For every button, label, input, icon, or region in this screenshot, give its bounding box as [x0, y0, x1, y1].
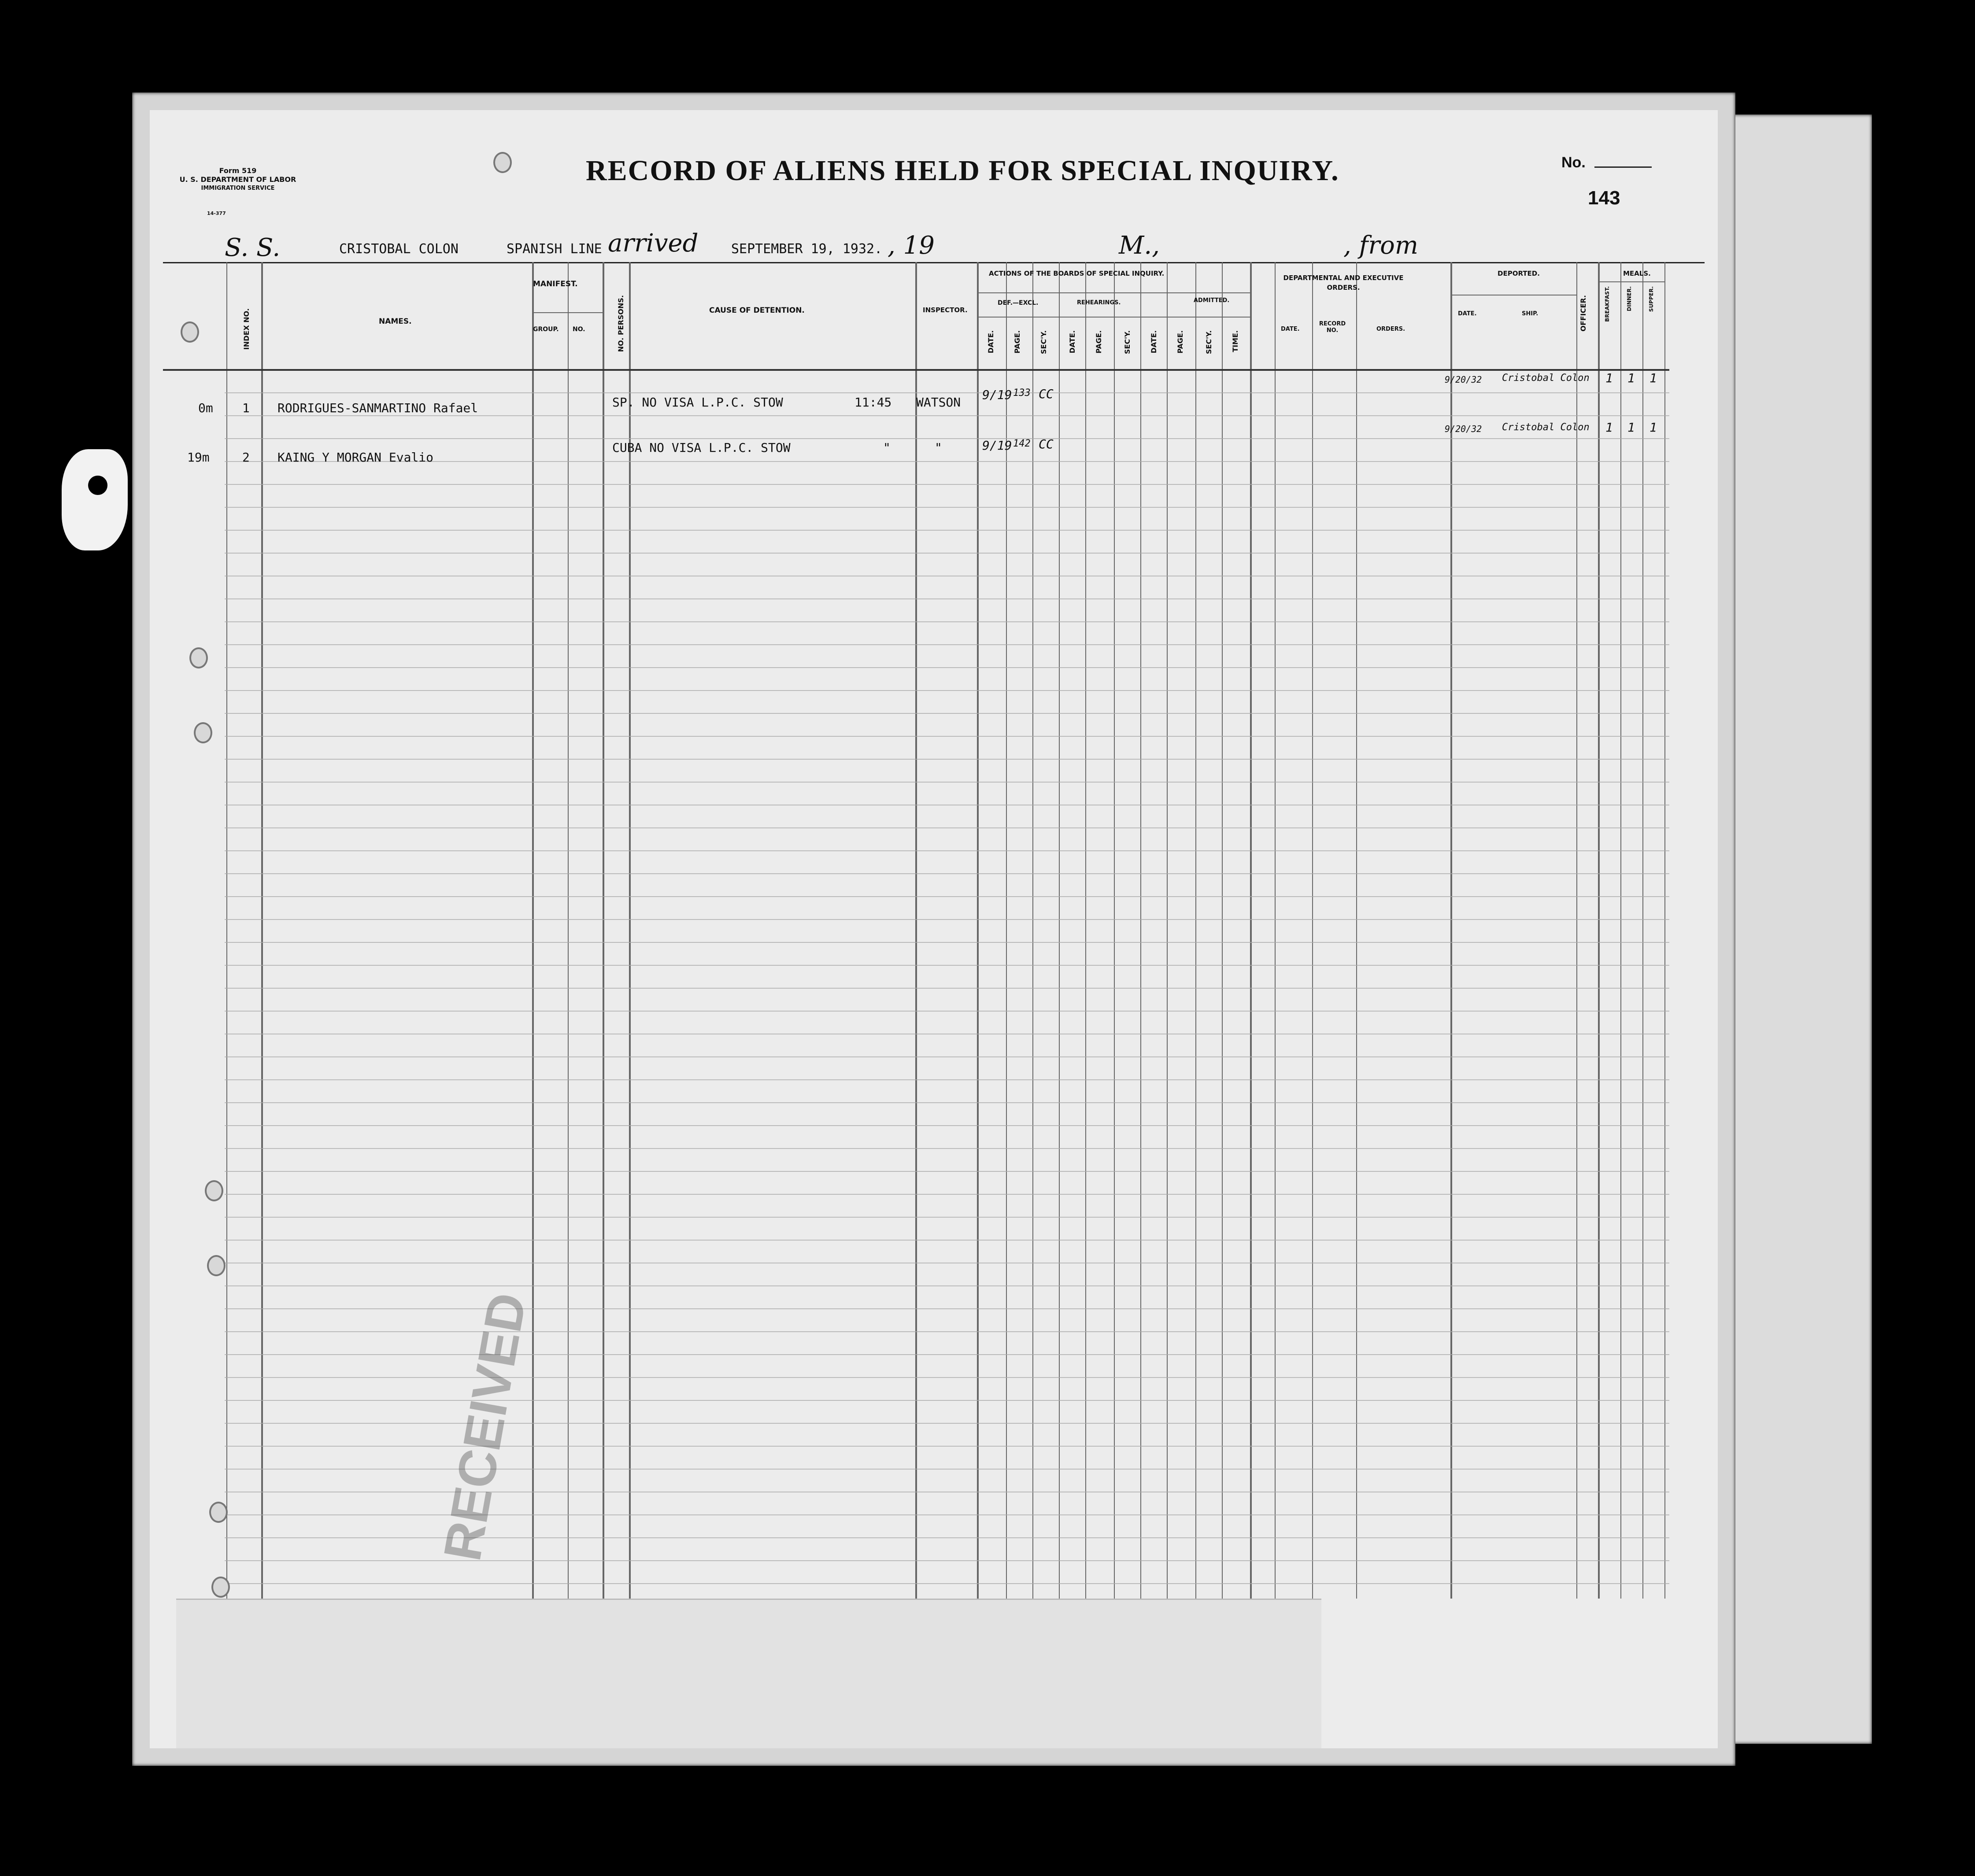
row2-age-sex: 19m [187, 450, 210, 465]
col-dept-date: DATE. [1281, 326, 1300, 332]
col-ship: SHIP. [1522, 310, 1539, 317]
col-meals: MEALS. [1623, 270, 1651, 277]
col-secy-3: SEC'Y. [1205, 330, 1213, 355]
col-time: TIME. [1231, 330, 1239, 352]
row1-index: 1 [242, 401, 250, 415]
col-supper: SUPPER. [1648, 286, 1654, 312]
row1-cause: SP. NO VISA L.P.C. STOW [612, 395, 783, 410]
row1-bsi-date: 9/19 [982, 388, 1012, 402]
row1-dinner: 1 [1627, 371, 1635, 385]
col-page-2: PAGE. [1095, 330, 1103, 354]
row1-inspector: WATSON [916, 395, 961, 410]
col-dept: DEPARTMENTAL AND EXECUTIVE ORDERS. [1283, 274, 1404, 292]
arrived-label: arrived [608, 229, 699, 258]
punch-hole [181, 321, 199, 343]
col-dinner: DINNER. [1626, 286, 1632, 311]
row2-name: KAING Y MORGAN Evalio [277, 450, 434, 465]
year-prefix: , 19 [888, 231, 935, 260]
col-manifest: MANIFEST. [533, 280, 578, 288]
row1-breakfast: 1 [1605, 371, 1613, 385]
row2-supper: 1 [1650, 420, 1657, 435]
col-inspector: INSPECTOR. [923, 306, 968, 314]
col-secy-2: SEC'Y. [1123, 330, 1132, 355]
form-number: Form 519 [219, 166, 257, 175]
col-breakfast: BREAKFAST. [1604, 286, 1610, 322]
row2-index: 2 [242, 450, 250, 465]
row1-deported-date: 9/20/32 [1445, 374, 1482, 385]
row1-bsi-page: 133 [1013, 388, 1031, 399]
row1-bsi-secy: CC [1039, 387, 1054, 401]
row1-deported-ship: Cristobal Colon [1502, 373, 1590, 384]
row2-bsi-page: 142 [1013, 438, 1031, 449]
col-page-1: PAGE. [1013, 330, 1021, 354]
row2-bsi-secy: CC [1039, 437, 1054, 451]
row2-time: " [883, 440, 891, 455]
col-manifest-no: NO. [573, 326, 585, 333]
ledger-grid [150, 110, 1718, 1748]
col-group: GROUP. [533, 326, 559, 333]
ss-label: S. S. [225, 233, 281, 262]
tag-hole-icon [88, 476, 107, 495]
m-label: M., [1119, 231, 1160, 260]
col-deported-date: DATE. [1458, 310, 1477, 317]
col-orders: ORDERS. [1376, 326, 1405, 332]
punch-hole [207, 1255, 226, 1276]
col-def-excl: DEF.—EXCL. [998, 299, 1039, 307]
row2-cause: CUBA NO VISA L.P.C. STOW [612, 440, 791, 455]
col-date-2: DATE. [1068, 330, 1076, 354]
col-date-1: DATE. [987, 330, 995, 354]
row1-time: 11:45 [854, 395, 892, 410]
row2-deported-date: 9/20/32 [1445, 424, 1482, 434]
record-sheet [150, 110, 1718, 1748]
record-number-label: No. [1561, 154, 1586, 171]
row1-name: RODRIGUES-SANMARTINO Rafael [277, 401, 478, 415]
col-deported: DEPORTED. [1498, 270, 1540, 277]
punch-hole [194, 722, 212, 743]
row2-dinner: 1 [1627, 420, 1635, 435]
row2-bsi-date: 9/19 [982, 438, 1012, 453]
col-admitted: ADMITTED. [1194, 297, 1230, 304]
arrival-date: SEPTEMBER 19, 1932. [731, 241, 883, 257]
col-page-3: PAGE. [1176, 330, 1184, 354]
shipping-line: SPANISH LINE [507, 241, 602, 257]
punch-hole [493, 152, 512, 173]
ship-name: CRISTOBAL COLON [339, 241, 459, 257]
col-secy-1: SEC'Y. [1039, 330, 1048, 355]
col-cause: CAUSE OF DETENTION. [709, 306, 805, 315]
row1-supper: 1 [1650, 371, 1657, 385]
col-rehearings: REHEARINGS. [1077, 299, 1121, 306]
col-actions: ACTIONS OF THE BOARDS OF SPECIAL INQUIRY. [989, 270, 1165, 277]
row2-breakfast: 1 [1605, 420, 1613, 435]
torn-tag [62, 449, 128, 550]
col-names: NAMES. [379, 317, 412, 326]
department-name: U. S. DEPARTMENT OF LABOR [179, 175, 296, 184]
received-stamp: RECEIVED [432, 1289, 538, 1565]
col-record-no: RECORD NO. [1319, 321, 1346, 334]
folded-flap [176, 1599, 1321, 1748]
row2-inspector: " [935, 440, 942, 455]
form-code: 14-377 [207, 210, 226, 216]
row1-age-sex: 0m [198, 401, 213, 415]
punch-hole [209, 1502, 228, 1523]
col-index: INDEX NO. [242, 308, 251, 350]
page-title: RECORD OF ALIENS HELD FOR SPECIAL INQUIRY. [586, 155, 1339, 187]
row2-deported-ship: Cristobal Colon [1502, 422, 1590, 433]
col-date-3: DATE. [1150, 330, 1158, 354]
from-label: , from [1343, 231, 1418, 260]
punch-hole [205, 1180, 223, 1201]
service-name: IMMIGRATION SERVICE [201, 185, 275, 192]
punch-hole [189, 647, 208, 668]
col-persons: NO. PERSONS. [617, 295, 625, 352]
punch-hole [211, 1577, 230, 1598]
col-officer: OFFICER. [1579, 295, 1587, 332]
record-number: 143 [1588, 187, 1620, 209]
